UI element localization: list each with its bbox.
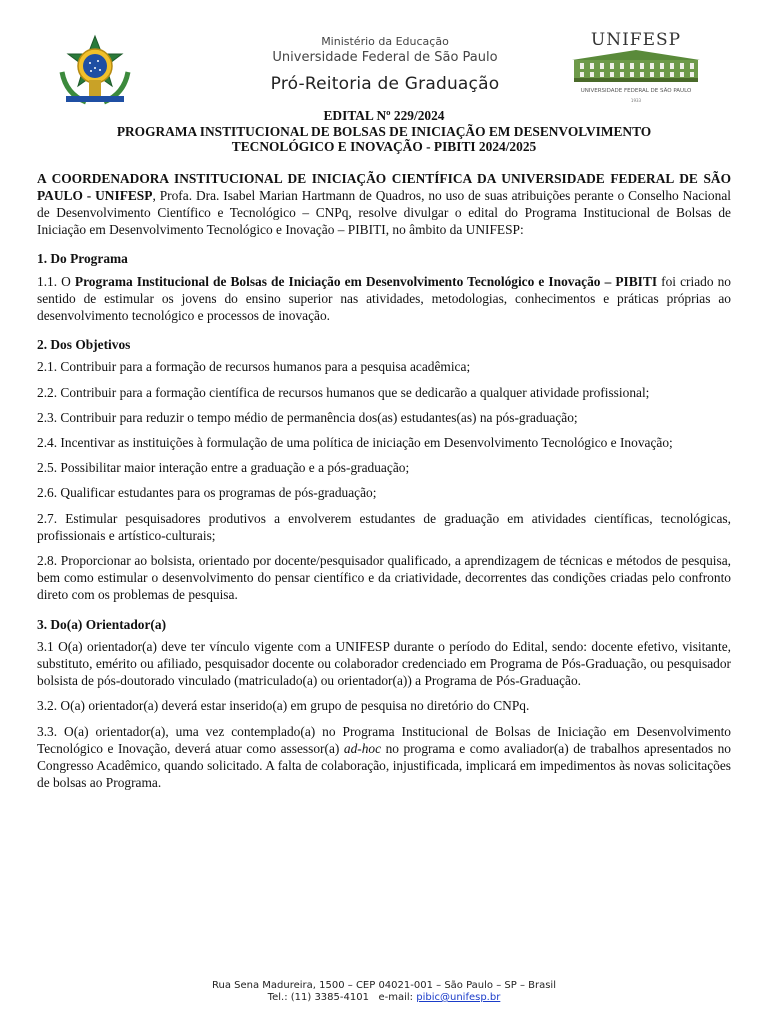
s1-prefix: 1.1. O [37,273,75,289]
objective-item: 2.2. Contribuir para a formação científica de recursos humanos que se dedicarão a qualquer atividade profissional; [37,384,650,400]
document-body [37,108,731,791]
edital-number: EDITAL Nº 229/2024 [323,108,445,123]
title-line-1: PROGRAMA INSTITUCIONAL DE BOLSAS DE INICIAÇÃO EM DESENVOLVIMENTO [116,123,652,139]
email-link[interactable]: pibic@unifesp.br [416,992,501,1003]
section-3-paragraph-2: 3.2. O(a) orientador(a) deverá estar inserido(a) em grupo de pesquisa no diretório do CNPq. [37,698,530,714]
section-3-paragraph-3 [37,723,731,792]
section-2-heading: 2. Dos Objetivos [37,337,131,353]
objective-item: 2.1. Contribuir para a formação de recursos humanos para a pesquisa acadêmica; [37,359,471,375]
unifesp-logo [566,30,706,110]
s1-bold: Programa Institucional de Bolsas de Iniciação em Desenvolvimento Tecnológico e Inovação – PIBITI [74,273,658,289]
s3-prefix: 3.3. O(a) orientador(a), uma vez contemplado(a) no Programa Institucional de Bolsas de Iniciação em Desenvolvimento Tecnológico e Inovação, deverá atuar como assessor(a) [37,723,731,756]
logo-title: UNIFESP [590,30,682,50]
university-line: Universidade Federal de São Paulo [272,50,498,65]
objective-item: 2.3. Contribuir para reduzir o tempo médio de permanência dos(as) estudantes(as) na pós-graduação; [37,409,578,425]
objective-item: 2.7. Estimular pesquisadores produtivos a envolverem estudantes de graduação em atividades científicas, tecnológicas, profissionais e artístico-culturais; [37,510,731,543]
section-1-paragraph [37,273,731,325]
ministry-line: Ministério da Educação [321,35,449,48]
s3-rest: no programa e como avaliador(a) de trabalhos apresentados no Congresso Acadêmico, quando solicitado. A falta de colaboração, injustificada, implicará em impedimentos às novas solicitações de bolsas ao Programa. [37,740,731,791]
intro-paragraph [37,170,731,239]
logo-subtitle: UNIVERSIDADE FEDERAL DE SÃO PAULO [580,88,692,94]
section-3-paragraph-1: 3.1 O(a) orientador(a) deve ter vínculo vigente com a UNIFESP durante o período do Edital, sendo: docente efetivo, visitante, substituto, emérito ou afiliado, pesquisador docente ou colaborador credenciado em Programa de Pós-Graduação, ou pesquisador bolsista de pós-doutorado vinculado (matriculado(a) ou orientador(a)) a Programa de Pós-Graduação. [37,638,731,689]
footer-email-label: e-mail: [378,992,414,1003]
footer [0,980,768,1004]
footer-contact [0,992,768,1004]
document-title [37,108,731,155]
intro-bold: A COORDENADORA INSTITUCIONAL DE INICIAÇÃO CIENTÍFICA DA UNIVERSIDADE FEDERAL DE SÃO PAULO - UNIFESP [37,170,731,203]
footer-address: Rua Sena Madureira, 1500 – CEP 04021-001 – São Paulo – SP – Brasil [211,980,556,991]
objective-item: 2.4. Incentivar as instituições à formulação de uma política de iniciação em Desenvolvimento Tecnológico e Inovação; [37,434,673,450]
building-icon [566,48,706,88]
objective-item: 2.8. Proporcionar ao bolsista, orientado por docente/pesquisador qualificado, a aprendizagem de técnicas e métodos de pesquisa, bem como estimular o desenvolvimento do pensar científico e da criatividade, decorrentes das condições criadas pelo confronto direto com os problemas de pesquisa. [37,552,731,603]
s1-rest: foi criado no sentido de estimular os jovens do ensino superior nas atividades, metodologias, conhecimentos e práticas próprias ao desenvolvimento tecnológico e processos de inovação. [37,273,731,323]
objective-item: 2.5. Possibilitar maior interação entre a graduação e a pós-graduação; [37,460,410,476]
section-1-heading: 1. Do Programa [37,251,128,267]
brazil-coat-of-arms-icon [56,34,134,110]
intro-rest: , Profa. Dra. Isabel Marian Hartmann de Quadros, no uso de suas atribuições perante o Conselho Nacional de Desenvolvimento Científico e Tecnológico – CNPq, resolve divulgar o edital do Programa Institucional de Bolsas de Iniciação em Desenvolvimento Tecnológico e Inovação – PIBITI, no âmbito da UNIFESP: [37,187,731,238]
letterhead [0,0,768,112]
footer-phone: Tel.: (11) 3385-4101 [267,992,369,1003]
logo-year: 1933 [630,98,642,103]
prorectorate-line: Pró-Reitoria de Graduação [270,74,500,94]
objective-item: 2.6. Qualificar estudantes para os programas de pós-graduação; [37,485,377,501]
s3-italic: ad-hoc [343,740,382,756]
section-3-heading: 3. Do(a) Orientador(a) [37,616,167,632]
title-line-2: TECNOLÓGICO E INOVAÇÃO - PIBITI 2024/2025 [231,139,537,154]
